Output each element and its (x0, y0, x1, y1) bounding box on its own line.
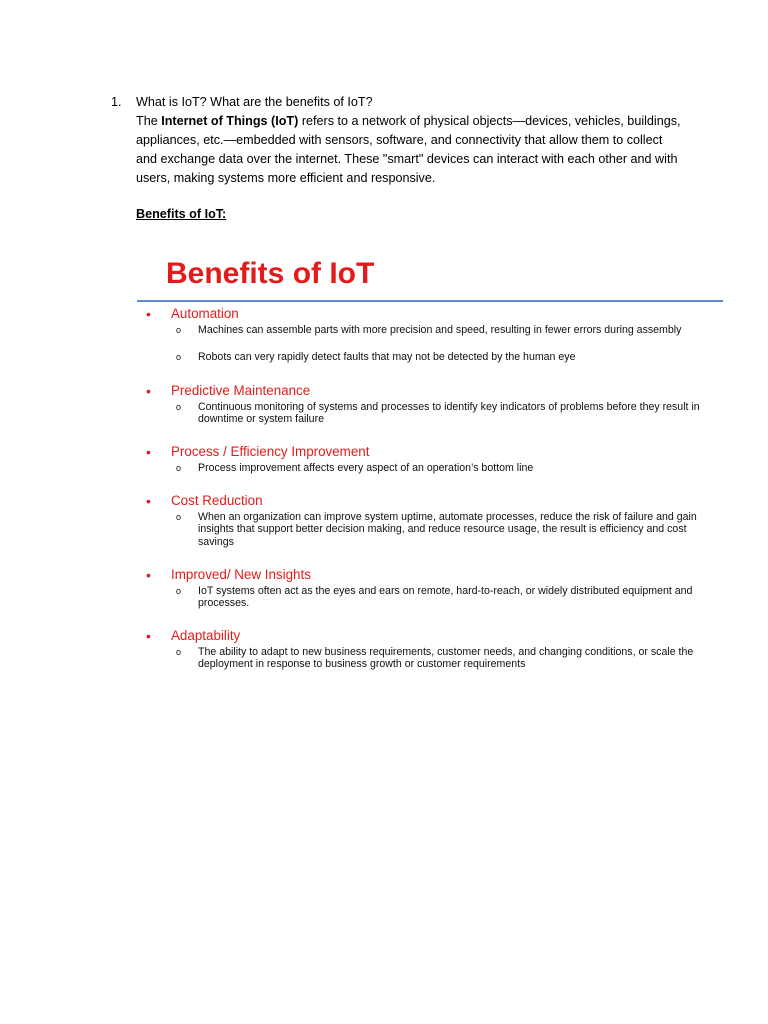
sub-bullet-icon: o (176, 352, 182, 362)
benefit-subpoint-text: IoT systems often act as the eyes and ears on remote, hard-to-reach, or widely distributed equipment and processes. (198, 585, 693, 610)
question-number: 1. (111, 95, 122, 109)
benefit-heading: Process / Efficiency Improvement (171, 444, 370, 459)
benefit-subpoint-text: When an organization can improve system uptime, automate processes, reduce the risk of failure and gain insights that support better decision making, and reduce resource usage, the result is efficiency and cost savings (198, 511, 697, 548)
intro-term: Internet of Things (IoT) (161, 114, 299, 128)
question-text: What is IoT? What are the benefits of IoT? (136, 95, 373, 109)
sub-bullet-icon: o (176, 325, 182, 335)
slide-divider (137, 300, 723, 302)
bullet-icon: • (146, 306, 151, 322)
bullet-icon: • (146, 628, 151, 644)
benefit-heading: Automation (171, 306, 239, 321)
intro-line-3: and exchange data over the internet. These "smart" devices can interact with each other and with (136, 152, 678, 166)
intro-line-1-rest: refers to a network of physical objects—devices, vehicles, buildings, (298, 114, 681, 128)
sub-bullet-icon: o (176, 402, 182, 412)
benefit-subpoint-text: Continuous monitoring of systems and processes to identify key indicators of problems before they result in downtime or system failure (198, 401, 700, 426)
sub-bullet-icon: o (176, 586, 182, 596)
benefit-heading: Adaptability (171, 628, 241, 643)
benefit-subpoint-text: The ability to adapt to new business requirements, customer needs, and changing conditions, or scale the deployment in response to business growth or customer requirements (198, 646, 694, 671)
intro-line-1 (136, 112, 696, 131)
sub-bullet-icon: o (176, 463, 182, 473)
bullet-icon: • (146, 444, 151, 460)
bullet-icon: • (146, 567, 151, 583)
benefit-subpoint-text: Machines can assemble parts with more precision and speed, resulting in fewer errors during assembly (198, 324, 682, 336)
benefit-subpoint-text: Robots can very rapidly detect faults that may not be detected by the human eye (198, 351, 576, 363)
bullet-icon: • (146, 493, 151, 509)
bullet-icon: • (146, 383, 151, 399)
intro-line-4: users, making systems more efficient and responsive. (136, 171, 436, 185)
slide-title: Benefits of IoT (166, 257, 375, 290)
benefit-heading: Improved/ New Insights (171, 567, 311, 582)
benefits-label: Benefits of IoT: (136, 207, 227, 221)
sub-bullet-icon: o (176, 647, 182, 657)
intro-paragraph (136, 112, 696, 188)
benefit-heading: Predictive Maintenance (171, 383, 311, 398)
intro-line-2: appliances, etc.—embedded with sensors, software, and connectivity that allow them to collect (136, 133, 663, 147)
benefit-heading: Cost Reduction (171, 493, 263, 508)
intro-lead: The (136, 114, 162, 128)
benefit-subpoint-text: Process improvement affects every aspect of an operation’s bottom line (198, 462, 534, 474)
sub-bullet-icon: o (176, 512, 182, 522)
